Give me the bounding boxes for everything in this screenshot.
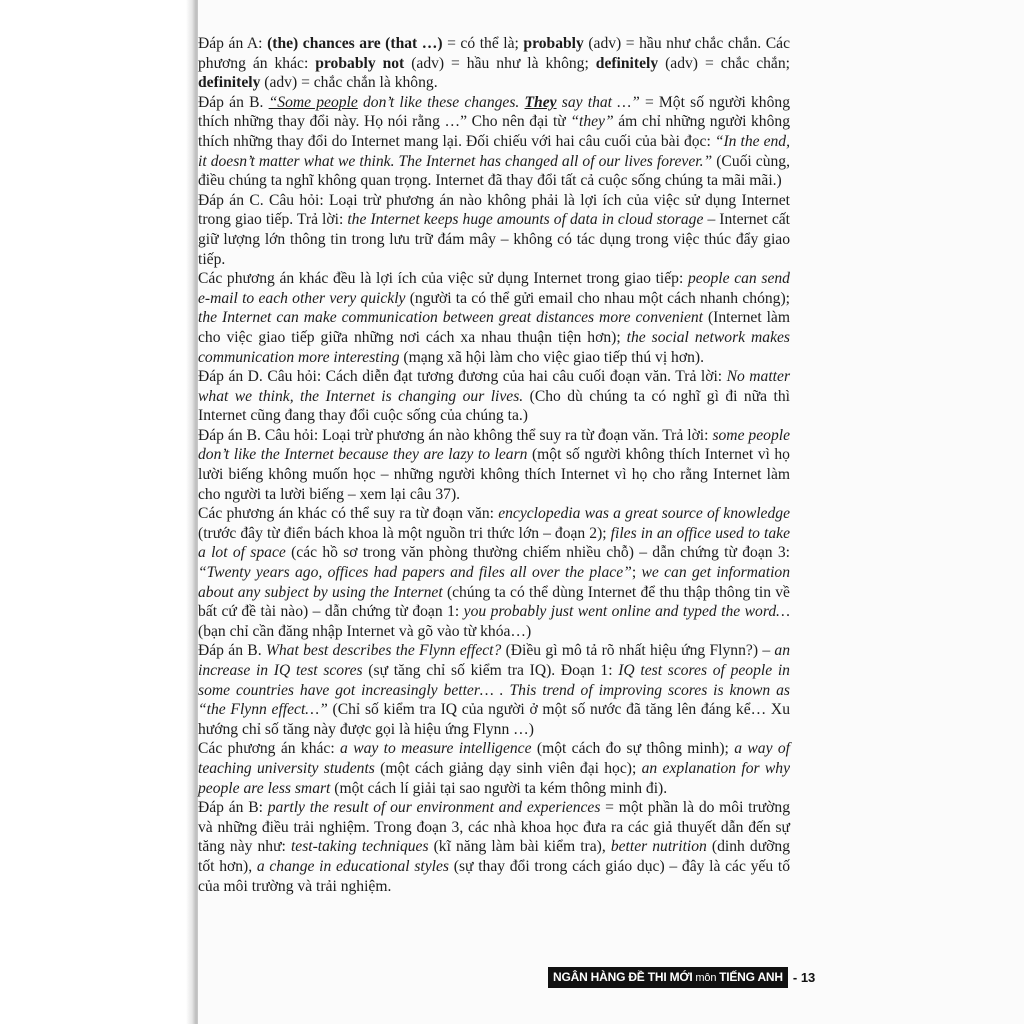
text-run: (kĩ năng làm bài kiểm tra), [428,838,611,856]
book-title-label [548,967,788,988]
text-run: files in an office used to take a lot of space [198,524,790,562]
text-run: (the) chances are (that …) [267,35,443,52]
page-number-value: 13 [800,969,816,985]
text-run: (Internet làm cho việc giao tiếp giữa những nơi cách xa nhau thuận tiện hơn); [198,309,790,346]
book-title-subject: TIẾNG ANH [719,969,783,984]
page-separator: - [792,969,801,985]
text-run: No matter what we think, the Internet is changing our lives. [198,368,791,405]
paragraph-5 [198,367,790,426]
text-run: (sự thay đổi trong cách giáo dục) – đây là các yếu tố của môi trường và trải nghiệm. [198,857,790,895]
text-run: (mạng xã hội làm cho việc giao tiếp thú vị hơn). [399,348,704,366]
text-run: (một cách giảng dạy sinh viên đại học); [374,759,642,777]
text-run: (một cách lí giải tại sao người ta kém thông minh đi). [330,779,668,797]
text-run: Đáp án B. [198,642,266,660]
text-run: an increase in IQ test scores [198,642,791,679]
text-run: probably not [315,54,405,72]
page-number [793,970,815,985]
text-run: Các phương án khác đều là lợi ích của việc sử dụng Internet trong giao tiếp: [198,270,688,288]
text-run: = một phần là do môi trường và những điều trải nghiệm. Trong đoạn 3, các nhà khoa học đưa ra các giả thuyết dẫn đến sự tăng này như: [198,799,790,856]
text-run: Đáp án B: [198,799,268,817]
paragraph-8 [198,641,790,739]
paragraph-10 [198,798,790,896]
text-run: (adv) = chắc chắn là không. [260,74,438,92]
page-footer [548,966,815,988]
text-run: ám chỉ những người không thích những thay đổi do Internet mang lại. Đối chiếu với hai câu cuối của bài đọc: [198,113,790,150]
text-run: “In the end, it doesn’t matter what we think. The Internet has changed all of our lives forever.” [198,132,790,170]
text-run: test-taking techniques [290,838,429,856]
paragraph-2 [198,93,790,191]
text-run: (Chỉ số kiểm tra IQ của người ở một số nước đã tăng lên đáng kể… Xu hướng chỉ số tăng này được gọi là hiệu ứng Flynn …) [198,701,790,738]
paragraph-1 [198,34,790,93]
paragraph-6 [198,426,790,504]
text-run: (adv) = chắc chắn; [658,54,790,72]
text-run: Các phương án khác có thể suy ra từ đoạn văn: [198,505,499,523]
text-run: a way of teaching university students [198,740,790,777]
text-run: the Internet keeps huge amounts of data in cloud storage [347,211,704,229]
text-run: a change in educational styles [256,857,450,875]
book-page [198,0,1024,1024]
text-run: (dinh dưỡng tốt hơn), [198,838,790,875]
text-run: encyclopedia was a great source of knowledge [498,505,790,523]
text-run: (trước đây từ điển bách khoa là một nguồn tri thức lớn – đoạn 2); [198,524,611,542]
text-run: say that …” [556,93,640,111]
text-run: (Điều gì mô tả rõ nhất hiệu ứng Flynn?) – [501,642,775,660]
answer-explanations [198,34,790,896]
text-run: (bạn chỉ cần đăng nhập Internet và gõ vào từ khóa…) [198,622,532,640]
paragraph-9 [198,739,790,798]
text-run: “they” [570,113,614,131]
book-title-main: NGÂN HÀNG ĐỀ THI MỚI [553,969,693,984]
book-title-sub: môn [692,971,720,984]
text-run: definitely [198,74,261,92]
text-run: They [524,93,557,111]
text-run: partly the result of our environment and experiences [267,799,601,817]
text-run: (adv) = hầu như chắc chắn. Các phương án khác: [198,35,790,72]
text-run: Đáp án B. Câu hỏi: Loại trừ phương án nào không thể suy ra từ đoạn văn. Trả lời: [198,426,713,444]
text-run: “Some people [268,93,358,111]
text-run: the social network makes communication more interesting [198,328,790,366]
text-run: (một cách đo sự thông minh); [531,740,735,758]
text-run: (adv) = hầu như là không; [404,54,596,72]
paragraph-3 [198,191,790,269]
text-run: = có thể là; [442,35,524,52]
text-run: Đáp án B. [198,93,269,111]
text-run: Các phương án khác: [198,740,341,758]
paragraph-7 [198,504,790,641]
text-run: an explanation for why people are less smart [198,759,790,797]
text-run: (Cuối cùng, điều chúng ta nghĩ không quan trọng. Internet đã thay đổi tất cả cuộc sống chúng ta mãi mãi.) [198,152,790,190]
text-run: = Một số người không thích những thay đổi này. Họ nói rằng …” Cho nên đại từ [198,93,790,131]
text-run: – Internet cất giữ lượng lớn thông tin trong lưu trữ đám mây – không có tác dụng trong việc thúc đẩy giao tiếp. [198,211,790,268]
text-run: (sự tăng chỉ số kiểm tra IQ). Đoạn 1: [362,662,619,679]
text-run: a way to measure intelligence [340,740,532,758]
text-run: “Twenty years ago, offices had papers and files all over the place” [198,564,632,582]
text-run: Đáp án C. Câu hỏi: Loại trừ phương án nào không phải là lợi ích của việc sử dụng Internet trong giao tiếp. Trả lời: [198,191,790,229]
text-run: (các hồ sơ trong văn phòng thường chiếm nhiều chỗ) – dẫn chứng từ đoạn 3: [285,544,790,562]
text-run: some people don’t like the Internet because they are lazy to learn [198,426,790,464]
paragraph-4 [198,269,790,367]
text-run: definitely [595,54,659,72]
text-run: ; [631,564,642,582]
text-run: What best describes the Flynn effect? [265,642,502,660]
text-run: (người ta có thể gửi email cho nhau một cách nhanh chóng); [405,289,790,307]
text-run: (Cho dù chúng ta có nghĩ gì đi nữa thì Internet cũng đang thay đổi cuộc sống của chúng ta.) [198,387,790,425]
text-run: (một số người không thích Internet vì họ lười biếng không muốn học – những người không thích Internet vì họ cho rằng Internet làm cho người ta lười biếng – xem lại câu 37). [198,446,790,503]
text-run: Đáp án A: [198,35,268,52]
book-gutter-shadow [0,0,200,1024]
text-run: people can send e-mail to each other very quickly [198,270,790,307]
text-run: Đáp án D. Câu hỏi: Cách diễn đạt tương đương của hai câu cuối đoạn văn. Trả lời: [198,368,727,386]
text-run: probably [523,35,584,52]
text-run: (chúng ta có thể dùng Internet để thu thập thông tin về bất cứ đề tài nào) – dẫn chứng từ đoạn 1: [198,583,790,621]
text-run: IQ test scores of people in some countries have got increasingly better… . This trend of improving scores is known as “the Flynn effect…” [198,662,790,719]
text-run: we can get information about any subject by using the Internet [198,564,790,601]
text-run: don’t like these changes. [357,93,525,111]
text-run: you probably just went online and typed the word… [463,603,790,621]
text-run: the Internet can make communication between great distances more convenient [198,309,704,327]
text-run: better nutrition [610,838,707,856]
